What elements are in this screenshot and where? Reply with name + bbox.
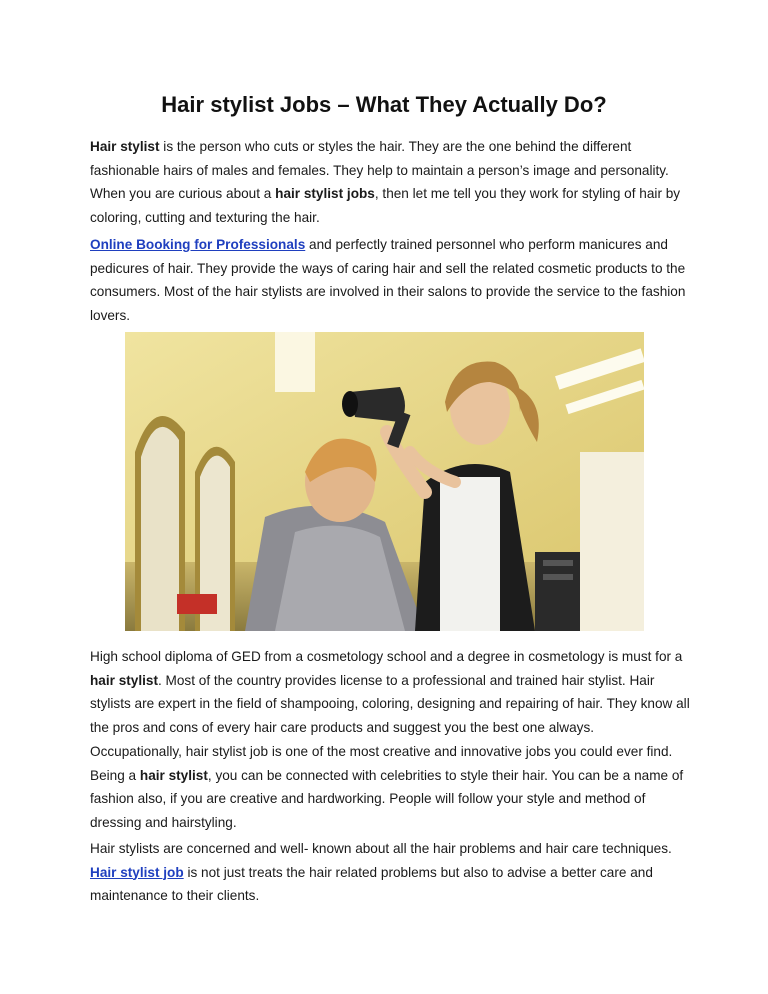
paragraph-occupation [90, 740, 690, 834]
bold-term: Hair stylist [90, 139, 160, 154]
paragraph-booking [90, 233, 690, 327]
paragraph-text: is not just treats the hair related problems but also to advise a better care and maintenance to their clients. [90, 864, 653, 903]
bold-term: hair stylist [139, 767, 208, 783]
paragraph-text: Hair stylists are concerned and well- known about all the hair problems and hair care techniques. [90, 841, 672, 856]
paragraph-text: . Most of the country provides license to a professional and trained hair stylist. Hair stylists are expert in the field of shampooing, coloring, designing and repairing of hair. They know all the pros and cons of every hair care products and suggest you the best one always. [90, 672, 690, 735]
salon-photo [125, 332, 644, 631]
salon-illustration [125, 332, 644, 631]
paragraph-text: , you can be connected with celebrities to style their hair. You can be a name of fashion also, if you are creative and hardworking. People will follow your style and method of dressing and hairstyling. [90, 767, 684, 830]
paragraph-text: High school diploma of GED from a cosmetology school and a degree in cosmetology is must for a [90, 649, 683, 664]
paragraph-text: Occupationally, hair stylist job is one of the most creative and innovative jobs you could ever find. Being a [90, 744, 673, 783]
hair-stylist-job-link[interactable]: Hair stylist job [90, 864, 184, 880]
page-title: Hair stylist Jobs – What They Actually Do? [161, 92, 607, 117]
online-booking-link[interactable]: Online Booking for Professionals [90, 237, 306, 252]
paragraph-concerns [90, 837, 690, 908]
paragraph-education [90, 645, 690, 739]
paragraph-intro [90, 135, 690, 229]
paragraph-text: is the person who cuts or styles the hair. They are the one behind the different fashionable hairs of males and females. They help to maintain a person’s image and personality. When you are curious about a [90, 139, 669, 201]
bold-term: hair stylist [90, 672, 158, 688]
bold-term: hair stylist jobs [275, 186, 375, 201]
paragraph-text: and perfectly trained personnel who perform manicures and pedicures of hair. They provide the ways of caring hair and sell the related cosmetic products to the consumers. Most of the hair stylists are involved in their salons to provide the service to the fashion lovers. [90, 237, 686, 323]
paragraph-text: , then let me tell you they work for styling of hair by coloring, cutting and texturing the hair. [90, 186, 681, 225]
